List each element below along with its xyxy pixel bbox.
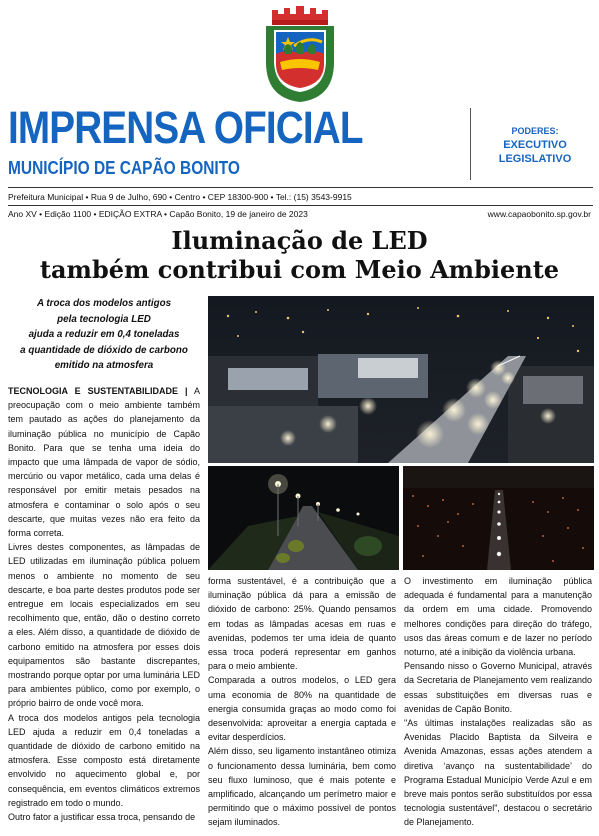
photo-aerial-avenue-image [208,296,594,463]
paragraph: A troca dos modelos antigos pela tecnologia LED ajuda a reduzir em 0,4 toneladas a quantidade de dióxido de carbono emitido na atmosfera. Esse composto está diretamente envolvido no aquecimento global e, por consequência, em eventos climáticos extremos registrado em todo o mundo. [8,712,200,808]
paragraph: O investimento em iluminação pública adequada é fundamental para a manutenção da ordem em uma cidade. Promovendo melhores condições para direção do tráfego, usos das áreas comum e de lazer no período noturno, até a inibição da violência urbana. [404,576,592,658]
section-label: TECNOLOGIA E SUSTENTABILIDADE | [8,386,188,396]
municipal-crest [258,6,342,104]
photo-street-lights [208,466,399,570]
paragraph-text: A preocupação com o meio ambiente também tem pautado as ações do planejamento da iluminação pública no município de Capão Bonito. Para que se tenha uma ideia do impacto que uma lâmpada de vapor de sódio, mercúrio ou vapor metálico, cada uma delas é responsável por emitir metais pesados na atmosfera e contaminar o solo após o seu descarte, que muitas vezes não era feito da forma correta. [8,386,200,539]
middle-rule [8,205,593,206]
masthead-divider [470,108,471,180]
headline-line-2: também contribui com Meio Ambiente [39,255,560,284]
masthead-title: IMPRENSA OFICIAL [8,102,363,153]
deck-line: emitido na atmosfera [54,360,154,371]
paragraph: Livres destes componentes, as lâmpadas de LED utilizadas em iluminação pública poluem menos o ambiente no momento de seu descarte, e boa parte destes produtos pode ser entregue em locais especializados em seu recolhimento que, então, dão o destino correto a eles. Além disso, a quantidade de dióxido de carbono emitido na atmosfera por esses dois equipamentos são bastante discrepantes, mostrando porque optar por uma luminária LED para ambientes público, como por exemplo, o próprio bairro de onde você mora. [8,542,200,709]
photo-city-night-image [403,466,594,570]
paragraph: Outro fator a justificar essa troca, pensando de [8,812,196,823]
powers-label: PODERES: [511,126,559,136]
power-legislative: LEGISLATIVO [498,153,572,165]
deck-line: A troca dos modelos antigos [36,298,172,309]
deck-line: pela tecnologia LED [57,313,151,325]
powers-box [478,124,592,166]
paragraph: Além disso, seu ligamento instantâneo otimiza o funcionamento dessa luminária, bem como seu fluxo luminoso, que é mais potente e amplificado, alcançando um perímetro maior e permitindo que o máximo possível de pontos sejam iluminados. [208,746,396,828]
article-column-2 [208,574,396,830]
address-line: Prefeitura Municipal • Rua 9 de Julho, 690 • Centro • CEP 18300-900 • Tel.: (15) 3543-9915 [8,192,352,202]
paragraph: "As últimas instalações realizadas são as Avenidas Placido Baptista da Silveira e Avenida Amazonas, essas ações atendem a diretiva ‘avanço na sustentabilidade’ do Programa Estadual Município Verde Azul e em breve mais pontos serão substituídos por essa tecnologia sustentável", destacou o secretário de Planejamento. [404,718,592,828]
article-headline [8,226,591,284]
crest-icon [258,6,342,104]
paragraph: Comparada a outros modelos, o LED gera uma economia de 80% na quantidade de energia consumida graças ao modo como foi desenvolvida: aproveitar a energia captada e evitar desperdícios. [208,675,396,743]
headline-line-1: Iluminação de LED [171,226,428,255]
photo-aerial-avenue [208,296,594,463]
article-column-3 [404,574,592,830]
article-column-1 [8,384,200,824]
paragraph: Pensando nisso o Governo Municipal, através da Secretaria de Planejamento vem realizando essas substituições em diversas ruas e avenidas de Capão Bonito. [404,661,592,714]
power-executive: EXECUTIVO [503,139,567,151]
paragraph: forma sustentável, é a contribuição que a iluminação pública dá para a emissão de dióxido de carbono: 25%. Quando pensamos em todas as lâmpadas acesas em ruas e avenidas, podemos ter uma ideia de quanto essa troca poderá representar em ganhos para o meio ambiente. [208,576,396,672]
article-deck [8,296,200,374]
top-rule [8,187,593,188]
website-link[interactable]: www.capaobonito.sp.gov.br [487,209,591,219]
deck-line: a quantidade de dióxido de carbono [20,344,188,356]
deck-line: ajuda a reduzir em 0,4 toneladas [28,329,180,340]
masthead-subtitle: MUNICÍPIO DE CAPÃO BONITO [8,158,240,178]
paragraph [8,384,200,540]
photo-city-night [403,466,594,570]
photo-street-lights-image [208,466,399,570]
edition-line: Ano XV • Edição 1100 • EDIÇÃO EXTRA • Capão Bonito, 19 de janeiro de 2023 [8,209,308,219]
